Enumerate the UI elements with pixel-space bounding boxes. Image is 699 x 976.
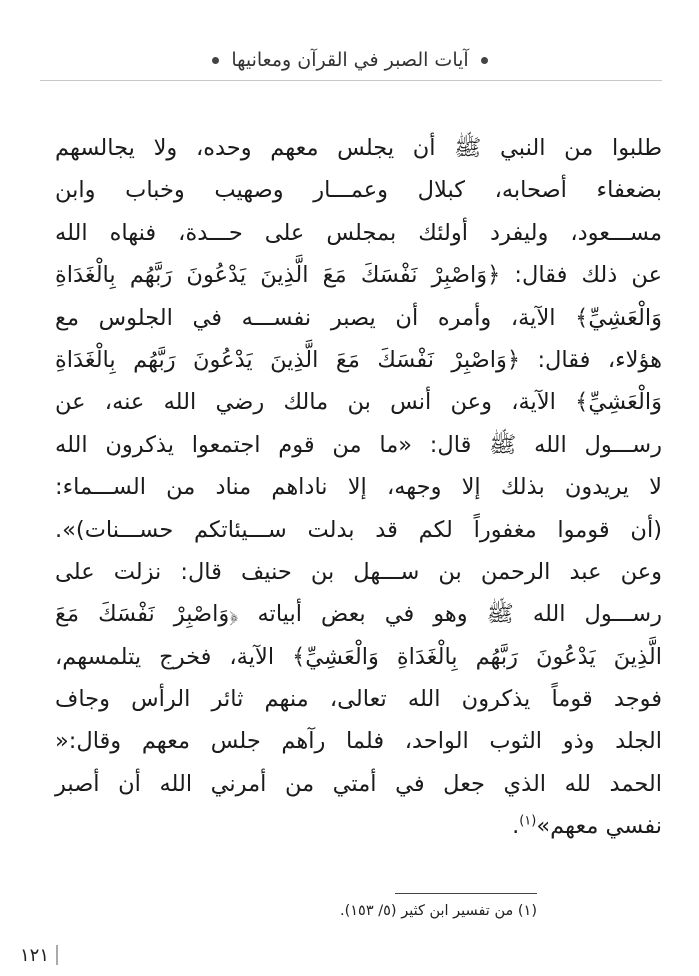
footnote: (١) من تفسير ابن كثير (٥/ ١٥٣).: [339, 903, 537, 919]
text-line-end: نفسي معهم»: [536, 813, 662, 840]
footnote-marker: (١): [519, 813, 537, 829]
text-line: رســـول الله ﷺ وهو في بعض أبياته ﴿وَاصْبِرْ نَفْسَكَ مَعَ: [55, 601, 662, 628]
page-number-bar: [56, 945, 58, 965]
text-line: هؤلاء، فقال: ﴿وَاصْبِرْ نَفْسَكَ مَعَ الَّذِينَ يَدْعُونَ رَبَّهُم بِالْغَدَاةِ: [55, 346, 662, 373]
page-number: ١٢١: [20, 944, 50, 966]
text-line-last: [55, 805, 662, 847]
text-line: مســـعود، وليفرد أولئك بمجلس على حـــدة، فنهاه الله: [55, 219, 662, 246]
closing-period: .: [512, 813, 520, 840]
header-divider: [40, 80, 662, 81]
text-line: لا يريدون بذلك إلا وجهه، إلا ناداهم مناد من الســـماء:: [55, 474, 662, 501]
text-line: بضعفاء أصحابه، كبلال وعمـــار وصهيب وخباب وابن: [55, 177, 662, 204]
footnote-divider: [395, 893, 537, 894]
text-line: الَّذِينَ يَدْعُونَ رَبَّهُم بِالْغَدَاةِ وَالْعَشِيِّ﴾ الآية، فخرج يتلمسهم،: [55, 643, 662, 670]
header-title: آيات الصبر في القرآن ومعانيها: [231, 49, 469, 71]
page-number-block: [20, 944, 58, 966]
text-line: وَالْعَشِيِّ﴾ الآية، وأمره أن يصبر نفســـه في الجلوس مع: [55, 304, 662, 331]
text-line: الحمد لله الذي جعل في أمتي من أمرني الله أن أصبر: [55, 770, 662, 797]
text-line: طلبوا من النبي ﷺ أن يجلس معهم وحده، ولا يجالسهم: [55, 135, 662, 161]
running-header: [150, 46, 550, 74]
body-text: [55, 127, 662, 848]
header-bullet-left: [212, 57, 219, 64]
text-line: فوجد قوماً يذكرون الله تعالى، منهم ثائر الرأس وجاف: [55, 686, 662, 713]
text-line: عن ذلك فقال: ﴿وَاصْبِرْ نَفْسَكَ مَعَ الَّذِينَ يَدْعُونَ رَبَّهُم بِالْغَدَاةِ: [55, 262, 662, 289]
text-line: الجلد وذو الثوب الواحد، فلما رآهم جلس معهم وقال:«: [55, 728, 662, 755]
text-line: (أن قوموا مغفوراً لكم قد بدلت ســـيئاتكم حســـنات)».: [55, 516, 662, 543]
text-line: وعن عبد الرحمن بن ســـهل بن حنيف قال: نزلت على: [55, 558, 662, 585]
header-bullet-right: [481, 57, 488, 64]
text-line: وَالْعَشِيِّ﴾ الآية، وعن أنس بن مالك رضي الله عنه، عن: [55, 389, 662, 416]
text-line: رســـول الله ﷺ قال: «ما من قوم اجتمعوا يذكرون الله: [55, 431, 662, 458]
